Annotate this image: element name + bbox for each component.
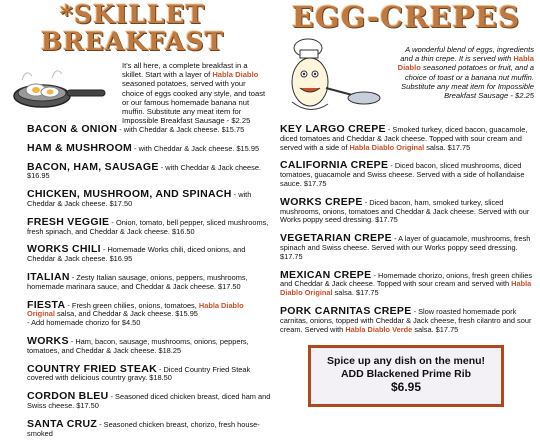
menu-item: CALIFORNIA CREPE - Diced bacon, sliced mushrooms, diced tomatoes, guacamole and Swiss cheese. Served with a side of hollandaise sauce. $17.75 bbox=[280, 159, 525, 188]
menu-item-name: CHICKEN, MUSHROOM, AND SPINACH bbox=[27, 188, 232, 201]
menu-item: FRESH VEGGIE - Onion, tomato, bell pepper, sliced mushrooms, fresh spinach, and Cheddar & Jack cheese. $16.50 bbox=[27, 215, 269, 236]
skillet-items bbox=[27, 125, 272, 447]
promo-price: $6.95 bbox=[390, 380, 422, 394]
skillet-with-eggs-illustration bbox=[12, 60, 116, 112]
egg-crepes-items bbox=[280, 125, 536, 343]
menu-item-name: KEY LARGO CREPE bbox=[280, 123, 386, 135]
egg-crepes-intro: A wonderful blend of eggs, ingredients and a thin crepe. It is served with Habla Diablo seasoned potatoes or fruit, and a choice of toast or a banana nut muffin. Substitute any meat item for Impossible Breakfast Sausage - $2.25 bbox=[397, 45, 534, 101]
menu-item: ITALIAN - Zesty Italian sausage, onions, peppers, mushrooms, homemade marinara sauce, and Cheddar & Jack cheese. $17.50 bbox=[27, 270, 248, 291]
egg-chef-illustration bbox=[286, 36, 386, 118]
menu-item-name: VEGETARIAN CREPE bbox=[280, 232, 392, 245]
promo-box bbox=[308, 345, 504, 407]
habla-diablo-highlight: Habla Diablo bbox=[212, 70, 259, 80]
menu-item: PORK CARNITAS CREPE - Slow roasted homemade pork carnitas, onions, topped with Cheddar & Jack cheese, fresh cilantro and sour cream. Served with Habla Diablo Verde salsa. $17.75 bbox=[280, 304, 532, 334]
habla-diablo-highlight: Habla Diablo Verde bbox=[345, 324, 413, 334]
menu-item: BACON, HAM, SAUSAGE - with Cheddar & Jack cheese. $16.95 bbox=[27, 160, 262, 181]
egg-crepes-title: EGG-CREPES bbox=[291, 0, 521, 34]
menu-item-name: CORDON BLEU bbox=[27, 390, 109, 403]
menu-item-name: FIESTA bbox=[27, 298, 66, 311]
menu-item-name: ITALIAN bbox=[27, 270, 70, 283]
menu-item: KEY LARGO CREPE - Smoked turkey, diced bacon, guacamole, diced tomatoes and Cheddar & Jack cheese. Topped with sour cream and served with a side of Habla Diablo Original salsa. $17.75 bbox=[280, 123, 528, 152]
menu-item: CORDON BLEU - Seasoned diced chicken breast, diced ham and Swiss cheese. $17.50 bbox=[27, 390, 271, 410]
menu-item-name: WORKS bbox=[27, 334, 69, 347]
menu-item-name: WORKS CHILI bbox=[27, 243, 101, 256]
menu-item-name: HAM & MUSHROOM bbox=[27, 141, 133, 154]
menu-item-name: WORKS CREPE bbox=[280, 195, 363, 208]
habla-diablo-highlight: Habla Diablo Original bbox=[27, 300, 244, 319]
menu-item: WORKS CREPE - Diced bacon, ham, smoked turkey, sliced mushrooms, onions, tomatoes and Cheddar & Jack cheese. Served with our Works poppy seed dressing. $17.75 bbox=[280, 195, 530, 225]
menu-item: BACON & ONION - with Cheddar & Jack cheese. $15.75 bbox=[27, 123, 245, 135]
menu-item: MEXICAN CREPE - Homemade chorizo, onions, fresh green chilies and Cheddar & Jack cheese. Topped with sour cream and served with Habla Diablo Original salsa. $17.75 bbox=[280, 268, 533, 298]
menu-item-name: BACON & ONION bbox=[27, 123, 118, 135]
menu-item: HAM & MUSHROOM - with Cheddar & Jack cheese. $15.95 bbox=[27, 141, 260, 154]
menu-item: WORKS - Ham, bacon, sausage, mushrooms, onions, peppers, tomatoes, and Cheddar & Jack cheese. $18.25 bbox=[27, 334, 249, 355]
menu-item: WORKS CHILI - Homemade Works chili, diced onions, and Cheddar & Jack cheese. $16.95 bbox=[27, 243, 246, 264]
menu-item-addon: - Add homemade chorizo for $4.50 bbox=[27, 318, 141, 328]
habla-diablo-highlight: Habla Diablo bbox=[397, 54, 534, 73]
promo-line1: Spice up any dish on the menu! bbox=[326, 355, 486, 367]
habla-diablo-highlight: Habla Diablo Original bbox=[280, 279, 532, 298]
habla-diablo-highlight: Habla Diablo Original bbox=[349, 142, 425, 152]
menu-item: VEGETARIAN CREPE - A layer of guacamole, mushrooms, fresh spinach and Swiss cheese. Served with our Works poppy seed dressing. $17.75 bbox=[280, 232, 531, 261]
menu-item: CHICKEN, MUSHROOM, AND SPINACH - with Cheddar & Jack cheese. $17.50 bbox=[27, 188, 252, 208]
skillet-title-line2: BREAKFAST bbox=[40, 27, 225, 56]
menu-item-name: MEXICAN CREPE bbox=[280, 268, 372, 281]
menu-item-name: CALIFORNIA CREPE bbox=[280, 159, 389, 172]
menu-item-name: SANTA CRUZ bbox=[27, 417, 98, 430]
menu-item: COUNTRY FRIED STEAK - Diced Country Fried Steak covered with delicious country gravy. $18.50 bbox=[27, 362, 251, 383]
menu-item: FIESTA - Fresh green chilies, onions, tomatoes, Habla Diablo Original salsa, and Cheddar & Jack cheese. $15.95 - Add homemade chorizo for $4.50 bbox=[27, 301, 272, 328]
menu-item-name: BACON, HAM, SAUSAGE bbox=[27, 160, 159, 173]
menu-item-name: PORK CARNITAS CREPE bbox=[280, 304, 412, 317]
skillet-title-line1: *SKILLET bbox=[59, 0, 206, 29]
promo-line2: ADD Blackened Prime Rib bbox=[340, 368, 472, 380]
skillet-intro: It's all here, a complete breakfast in a skillet. Start with a layer of Habla Diablo seasoned potatoes, served with your choice of eggs cooked any style, and toast or our famous homemade banana nut muffin. Substitute any meat item for Impossible Breakfast Sausage - $2.25 bbox=[122, 61, 266, 126]
menu-item-name: COUNTRY FRIED STEAK bbox=[27, 362, 157, 375]
menu-item: SANTA CRUZ - Seasoned chicken breast, chorizo, fresh house- smoked bbox=[27, 417, 260, 438]
menu-item-name: FRESH VEGGIE bbox=[27, 215, 110, 228]
